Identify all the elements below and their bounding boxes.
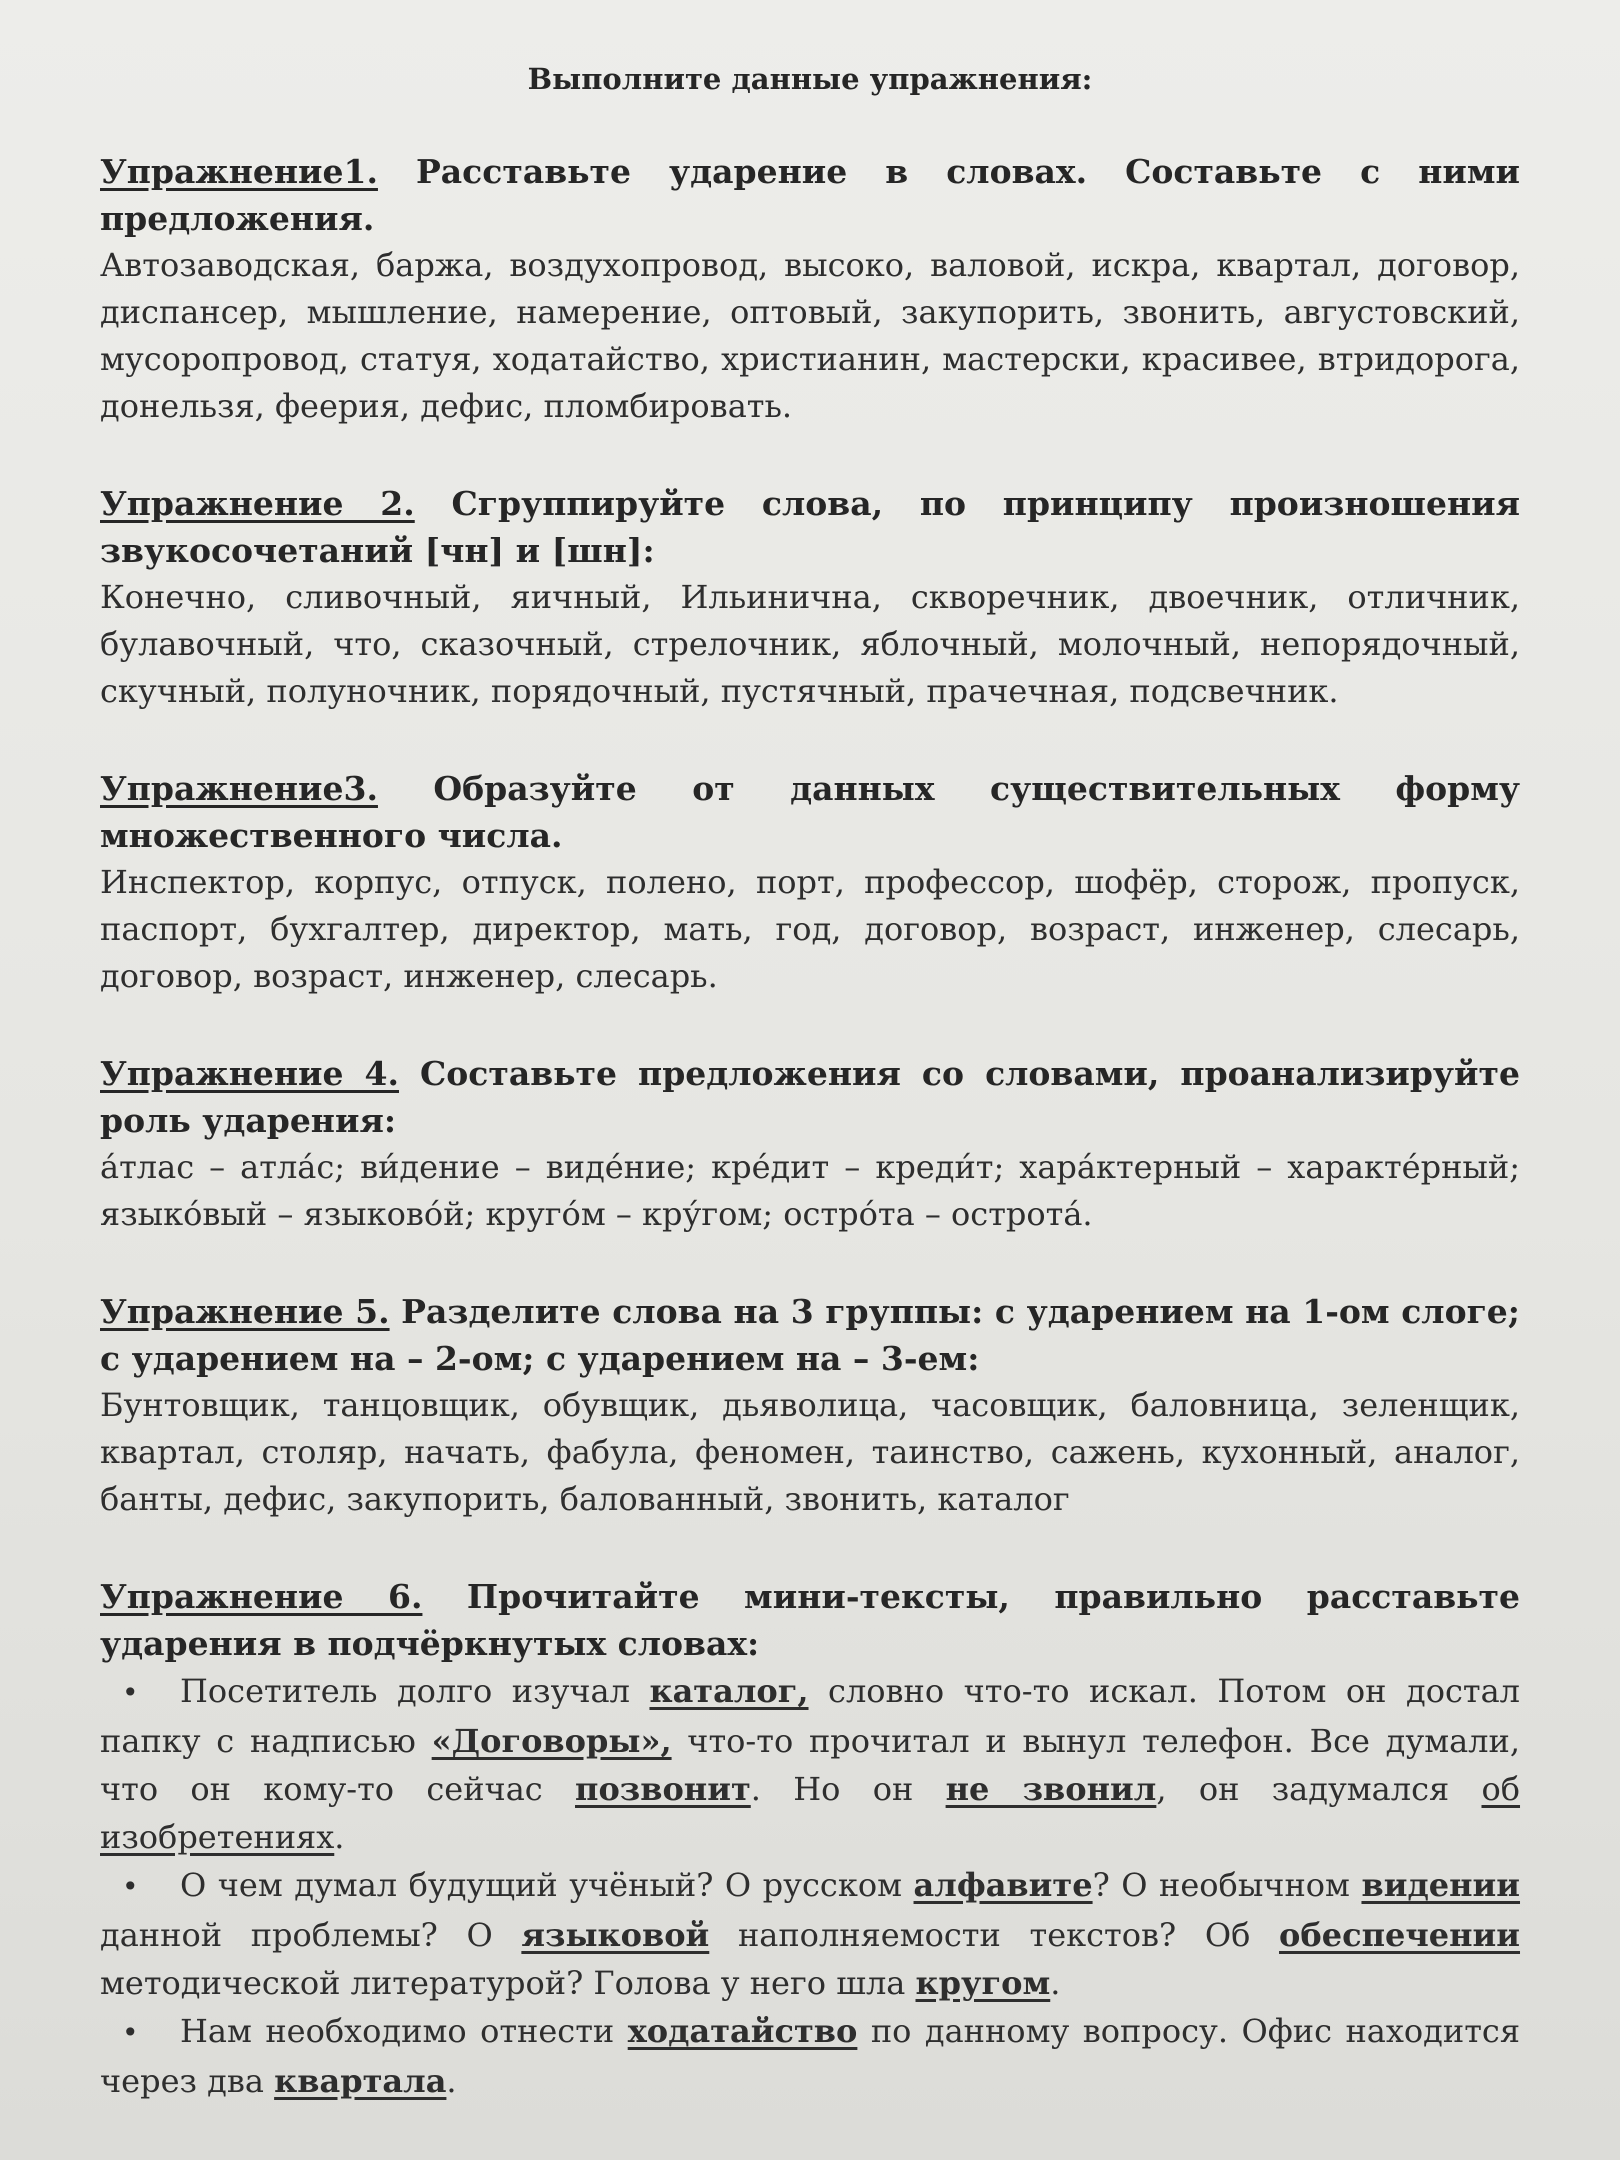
exercise-task: Образуйте от данных существительных форму множественного числа. bbox=[100, 769, 1520, 855]
exercise-word-list: Конечно, сливочный, яичный, Ильинична, скворечник, двоечник, отличник, булавочный, что, сказочный, стрелочник, яблочный, молочный, непорядочный, скучный, полуночник, порядочный, пустячный, прачечная, подсвечник. bbox=[100, 578, 1520, 710]
underlined-word: позвонит bbox=[575, 1770, 751, 1808]
exercise-6 bbox=[100, 1573, 1520, 2105]
bullet-icon: • bbox=[122, 1676, 139, 1709]
exercise-word-list: Бунтовщик, танцовщик, обувщик, дьяволица, часовщик, баловница, зеленщик, квартал, столяр, начать, фабула, феномен, таинство, сажень, кухонный, аналог, банты, дефис, закупорить, балованный, звонить, каталог bbox=[100, 1386, 1520, 1518]
exercise-heading bbox=[100, 1573, 1520, 1667]
mini-text-fragment: данной проблемы? О bbox=[100, 1916, 522, 1954]
mini-text-fragment: по данному вопросу. Офис находится через два bbox=[100, 2012, 1521, 2100]
mini-text-item bbox=[100, 1861, 1520, 2007]
exercise-label: Упражнение 6. bbox=[100, 1577, 423, 1616]
mini-text-fragment: что-то прочитал и вынул телефон. Все думали, что он кому-то сейчас bbox=[100, 1722, 1521, 1808]
exercise-word-list: Автозаводская, баржа, воздухопровод, высоко, валовой, искра, квартал, договор, диспансер, мышление, намерение, оптовый, закупорить, звонить, августовский, мусоропровод, статуя, ходатайство, христианин, мастерски, красивее, втридорога, донельзя, феерия, дефис, пломбировать. bbox=[100, 246, 1520, 425]
exercise-task: Расставьте ударение в словах. Составьте с ними предложения. bbox=[100, 152, 1520, 238]
mini-text-fragment: . bbox=[334, 1818, 345, 1856]
exercise-heading bbox=[100, 1050, 1520, 1144]
exercise-task: Составьте предложения со словами, проанализируйте роль ударения: bbox=[100, 1054, 1520, 1140]
exercise-label: Упражнение3. bbox=[100, 769, 378, 808]
exercise-label: Упражнение 2. bbox=[100, 484, 415, 523]
mini-text-fragment: . Но он bbox=[750, 1770, 946, 1808]
underlined-word: видении bbox=[1361, 1866, 1521, 1904]
underlined-word: квартала bbox=[274, 2062, 447, 2100]
mini-text-fragment: . bbox=[1050, 1964, 1061, 2002]
exercise-heading bbox=[100, 480, 1520, 574]
bullet-icon: • bbox=[122, 1870, 139, 1903]
mini-text-item bbox=[100, 2007, 1520, 2105]
page-title: Выполните данные упражнения: bbox=[527, 62, 1093, 96]
mini-text-fragment: ? О необычном bbox=[1092, 1866, 1362, 1904]
mini-text-fragment: . bbox=[446, 2062, 457, 2100]
mini-text-fragment: методической литературой? Голова у него шла bbox=[100, 1964, 916, 2002]
exercise-label: Упражнение 5. bbox=[100, 1292, 390, 1331]
underlined-word: не звонил bbox=[945, 1770, 1157, 1808]
exercise-task: Прочитайте мини-тексты, правильно расставьте ударения в подчёркнутых словах: bbox=[100, 1577, 1520, 1663]
exercise-5 bbox=[100, 1288, 1520, 1523]
exercise-heading bbox=[100, 148, 1520, 242]
mini-text-fragment: словно что-то искал. Потом он достал папку с надписью bbox=[100, 1672, 1520, 1760]
exercise-label: Упражнение 4. bbox=[100, 1054, 399, 1093]
mini-text-item bbox=[100, 1667, 1520, 1861]
exercise-task: Сгруппируйте слова, по принципу произношения звукосочетаний [чн] и [шн]: bbox=[100, 484, 1520, 570]
mini-text-list bbox=[100, 1667, 1520, 2105]
mini-text-fragment: , он задумался bbox=[1156, 1770, 1482, 1808]
underlined-word: языковой bbox=[521, 1916, 710, 1954]
underlined-word: кругом bbox=[915, 1964, 1051, 2002]
exercise-heading bbox=[100, 765, 1520, 859]
underlined-word: алфавите bbox=[913, 1866, 1093, 1904]
underlined-word: об изобретениях bbox=[100, 1770, 1521, 1856]
mini-text-fragment: Нам необходимо отнести bbox=[180, 2012, 628, 2050]
exercise-word-list: а́тлас – атла́с; ви́дение – виде́ние; кре́дит – креди́т; хара́ктерный – характе́рный; языко́вый – языково́й; круго́м – кру́гом; остро́та – острота́. bbox=[100, 1148, 1520, 1233]
underlined-word: «Договоры», bbox=[431, 1722, 672, 1760]
bullet-icon: • bbox=[122, 2016, 139, 2049]
mini-text-fragment: Посетитель долго изучал bbox=[180, 1672, 650, 1710]
mini-text-fragment: О чем думал будущий учёный? О русском bbox=[180, 1866, 914, 1904]
exercise-word-list: Инспектор, корпус, отпуск, полено, порт, профессор, шофёр, сторож, пропуск, паспорт, бухгалтер, директор, мать, год, договор, возраст, инженер, слесарь, договор, возраст, инженер, слесарь. bbox=[100, 863, 1520, 995]
underlined-word: каталог, bbox=[649, 1672, 809, 1710]
exercise-heading bbox=[100, 1288, 1520, 1382]
exercise-1 bbox=[100, 148, 1520, 430]
underlined-word: ходатайство bbox=[627, 2012, 858, 2050]
exercise-task: Разделите слова на 3 группы: с ударением на 1-ом слоге; с ударением на – 2-ом; с ударением на – 3-ем: bbox=[100, 1292, 1520, 1378]
exercise-4 bbox=[100, 1050, 1520, 1238]
mini-text-fragment: наполняемости текстов? Об bbox=[709, 1916, 1280, 1954]
underlined-word: обеспечении bbox=[1279, 1916, 1521, 1954]
exercise-3 bbox=[100, 765, 1520, 1000]
exercise-label: Упражнение1. bbox=[100, 152, 378, 191]
exercise-2 bbox=[100, 480, 1520, 715]
